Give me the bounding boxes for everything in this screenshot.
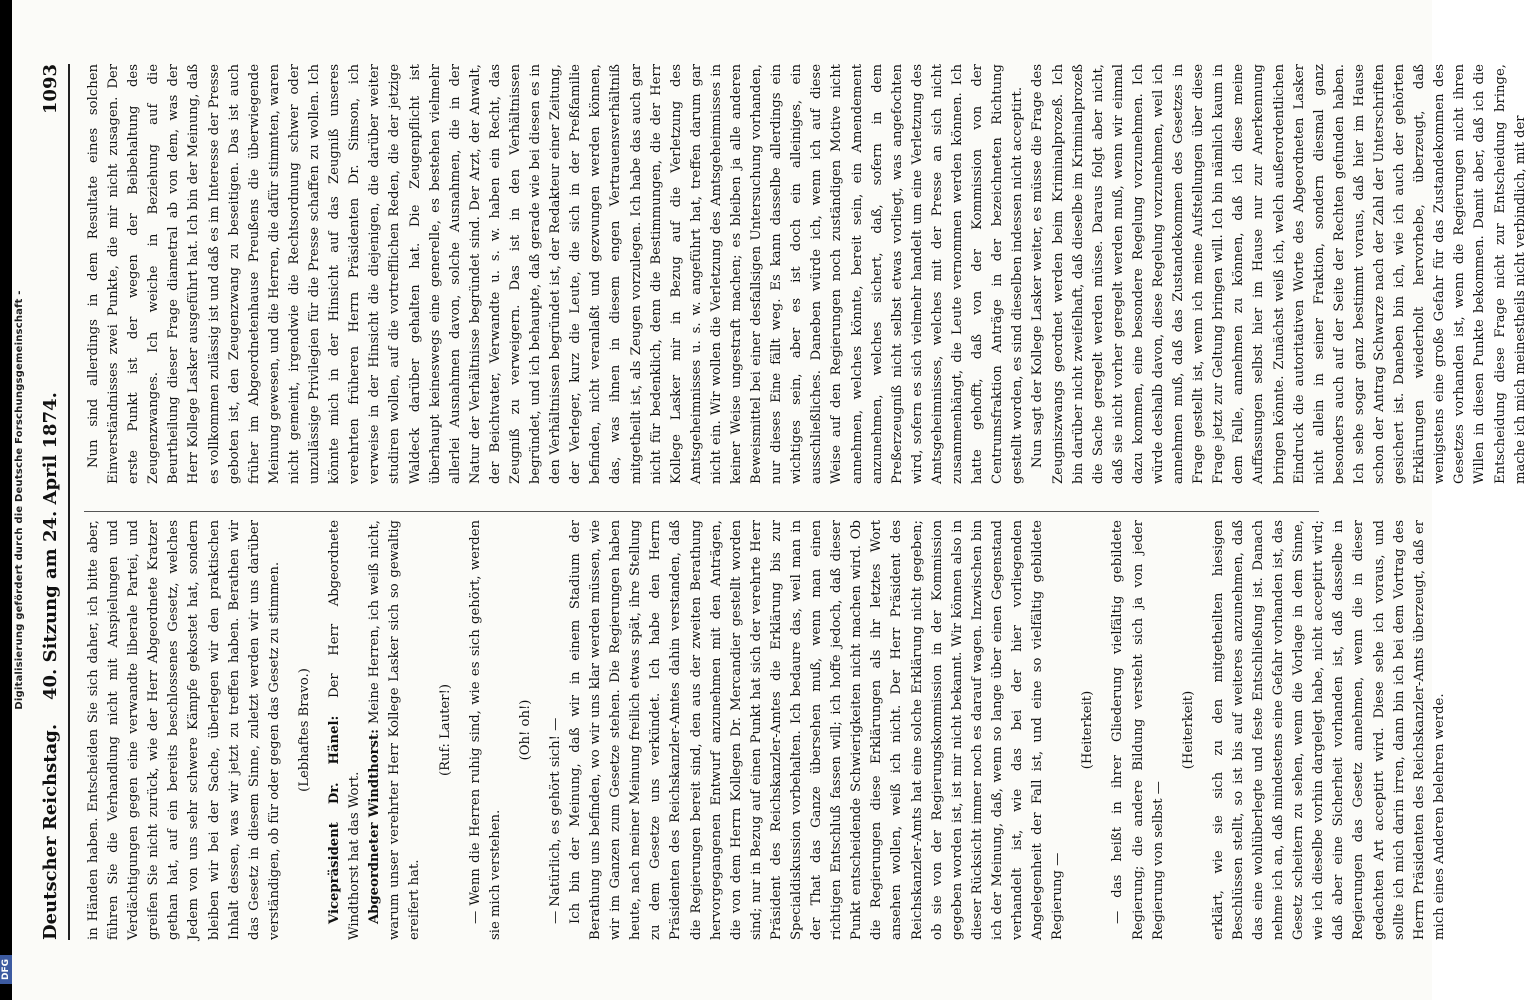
stage-direction: (Ruf: Lauter!) bbox=[437, 683, 453, 777]
paragraph: — das heißt in ihrer Gliederung vielfältig gebildete Regierung; die andere Bildung versteht sich ja von jeder Regierung von selbst — bbox=[1110, 520, 1166, 940]
paragraph: in Händen haben. Entscheiden Sie sich daher, ich bitte aber, führen Sie die Verhandlung nicht mit Anspielungen und Verdächtigungen gegen eine verwandte liberale Partei, und greifen Sie nicht zurück, wie der Herr Abgeordnete Kratzer gethan hat, auf ein bereits beschlossenes Gesetz, welches Jedem von uns sehr schwere Kämpfe gekostet hat, sondern bleiben wir bei der Sache, überlegen wir den praktischen Inhalt dessen, was wir jetzt zu treffen haben. Berathen wir das Gesetz in diesem Sinne, zuletzt werden wir uns darüber verständigen, ob für oder gegen das Gesetz zu stimmen. bbox=[86, 520, 282, 940]
speech-text: Der Herr Abgeordnete Windthorst hat das Wort. bbox=[327, 520, 363, 940]
paragraph: Nun sind allerdings in dem Resultate eines solchen Einverständnisses zwei Punkte, die mir nicht zusagen. Der erste Punkt ist der wegen der Beibehaltung des Zeugenzwanges. Ich weiche in Beziehung auf die Beurtheilung dieser Frage diametral ab von dem, was der Herr Kollege Lasker ausgeführt hat. Ich bin der Meinung, daß es vollkommen zulässig ist und daß es im Interesse der Presse geboten ist, den Zeugenzwang zu beseitigen. Das ist auch früher im Abgeordnetenhause Preußens die überwiegende Meinung gewesen, und die Herren, die dafür stimmten, waren nicht gemeint, irgendwie die Rechtsordnung schwer oder unzulässige Privilegien für die Presse schaffen zu wollen. Ich könnte mich in der Hinsicht auf das Zeugniß unseres verehrten früheren Herrn Präsidenten Dr. Simson, ich verweise in der Hinsicht die diejenigen, die darüber weiter studiren wollen, auf die vortrefflichen Reden, die der jetzige Waldeck darüber gehalten hat. Die Zeugenpflicht ist überhaupt keineswegs eine generelle, es bestehen vielmehr allerlei Ausnahmen davon, solche Ausnahmen, die in der Natur der Verhältnisse begründet sind. Der Arzt, der Anwalt, der Beichtvater, Verwandte u. s. w. haben ein Recht, das Zeugniß zu verweigern. Das ist in den Verhältnissen begründet, und ich behaupte, daß gerade wie bei diesen es in den Verhältnissen begründet ist, der Redakteur einer Zeitung, der Verleger, kurz die Leute, die sich in der Preßfamilie befinden, nicht veranlaßt und gezwungen werden können, das, was ihnen in diesem engen Vertrauensverhältniß mitgetheilt ist, als Zeugen vorzulegen. Ich habe das auch gar nicht für bedenklich, denn die Bestimmungen, die der Herr Kollege Lasker mir in Bezug auf die Verletzung des Amtsgeheimnisses u. s. w. angeführt hat, treffen darum gar nicht ein. Wir wollen die Verletzung des Amtsgeheimnisses in keiner Weise ungestraft machen; es bleiben ja alle anderen Beweismittel bei einer desfallsigen Untersuchung vorhanden, nur dieses Eine fällt weg. Es kann dasselbe allerdings ein wichtiges sein, aber es ist doch ein alleiniges, ein ausschließliches. Daneben würde ich, wenn ich auf diese Weise auf den Regierungen noch zuständigen Motive nicht annehmen, welches könnte, bereit sein, ein Amendement anzunehmen, welches sichert, daß, sofern in dem Preßerzeugniß nicht selbst etwas vorliegt, was angefochten wird, sofern es sich vielmehr handelt um eine Verletzung des Amtsgeheimnisses, welches mit der Presse an sich nicht zusammenhängt, die Leute vernommen werden können. Ich hatte gehofft, daß von der Kommission von der Centrumsfraktion Anträge in der bezeichneten Richtung gestellt worden, es sind dieselben indessen nicht acceptirt. bbox=[86, 64, 1026, 484]
paragraph: erklärt, wie sie sich zu den mitgetheilten hiesigen Beschlüssen stellt, so ist bis auf weiteres anzunehmen, daß das eine wohlüberlegte und feste Entschließung ist. Danach nehme ich an, daß mindestens eine Gefahr vorhanden ist, das Gesetz scheitern zu sehen, wenn die Vorlage in dem Sinne, wie ich dieselbe vorhin dargelegt habe, nicht acceptirt wird; daß aber eine Sicherheit vorhanden ist, daß dasselbe in Regierungen das Gesetz annehmen, wenn die in dieser gedachten Art acceptirt wird. Diese sehe ich voraus, und sollte ich mich darin irren, dann bin ich bei dem Vortrag des Herrn Präsidenten des Reichskanzler-Amts überzeugt, daß er mich eines Anderen belehren werde. bbox=[1210, 520, 1447, 940]
session-title: 40. Sitzung am 24. April 1874. bbox=[40, 392, 61, 700]
digitization-credit: Digitalisierung gefördert durch die Deutsche Forschungsgemeinschaft - bbox=[14, 290, 25, 710]
column-divider bbox=[84, 511, 1319, 512]
stage-direction: (Heiterkeit) bbox=[1080, 690, 1096, 770]
paragraph: Ich bin der Meinung, daß wir in einem Stadium der Berathung uns befinden, wo wir uns klar werden müssen, wie wir im Ganzen zum Gesetze stehen. Die Regierungen haben heute, nach meiner Meinung freilich etwas spät, ihre Stellung zu dem Gesetze uns verkündet. Ich habe den Herrn Präsidenten des Reichskanzler-Amtes dahin verstanden, daß die Regierungen bereit sind, den aus der zweiten Berathung hervorgegangenen Entwurf anzunehmen mit den Anträgen, die von dem Herrn Kollegen Dr. Mercandier gestellt worden sind; nur in Bezug auf einen Punkt hat sich der verehrte Herr Präsident des Reichskanzler-Amtes die Erklärung bis zur Specialdiskussion vorbehalten. Ich bedaure das, weil man in der That das Ganze übersehen muß, wenn man einen richtigen Entschluß fassen will; ich hoffe jedoch, daß dieser Punkt entscheidende Schwierigkeiten nicht machen wird. Ob die Regierungen diese Erklärungen als ihr letztes Wort ansehen wollen, weiß ich nicht. Der Herr Präsident des Reichskanzler-Amts hat eine solche Erklärung nicht gegeben; ob sie von der Regierungskommission in der Kommission gegeben worden ist, ist mir nicht bekannt. Wir können also in dieser Rücksicht immer noch es darauf wagen. Inzwischen bin ich der Meinung, daß, wenn so lange über einen Gegenstand verhandelt ist, wie das bei der hier vorliegenden Angelegenheit der Fall ist, und eine so vielfältig gebildete Regierung — bbox=[567, 520, 1066, 940]
paragraph: Nun sagt der Kollege Lasker weiter, es müsse die Frage des Zeugniszwangs geordnet werden beim Kriminalprozeß. Ich bin darüber nicht zweifelhaft, daß dieselbe im Kriminalprozeß die Sache geregelt werden müsse. Daraus folgt aber nicht, daß sie nicht vorher geregelt werden muß, wenn wir einmal dazu kommen, eine besondere Regelung vorzunehmen. Ich würde deshalb davon, diese Regelung vorzunehmen, weil ich annehmen muß, daß das Zustandekommen des Gesetzes in Frage gestellt ist, wenn ich meine Aufstellungen über diese Frage jetzt zur Geltung bringen will. Ich bin nämlich kaum in dem Falle, annehmen zu können, daß ich diese meine Auffassungen selbst hier im Hause nur zur Anerkennung bringen könnte. Zunächst weiß ich, welch außerordentlichen Eindruck die autoritativen Worte des Abgeordneten Lasker nicht allein in seiner Fraktion, sondern diesmal ganz besonders auch auf der Seite der Rechten gefunden haben. Ich sehe sogar ganz bestimmt voraus, daß hier im Hause schon der Antrag Schwarze nach der Zahl der Unterschriften gesichert ist. Daneben bin ich, wie ich auch der gehörten Erklärungen wiederholt hervorhebe, überzeugt, daß wenigstens eine große Gefahr für das Zustandekommen des Gesetzes vorhanden ist, wenn die Regierungen nicht ihren Willen in diesen Punkte bekommen. Damit aber, daß ich die Entscheidung diese Frage nicht zur Entscheidung bringe, mache ich mich meinestheils nicht verbindlich, mit der bbox=[1030, 64, 1528, 484]
paragraph: — Natürlich, es gehört sich! — bbox=[547, 717, 563, 924]
paragraph: — Wenn die Herren ruhig sind, wie es sich gehört, werden sie mich verstehen. bbox=[467, 520, 503, 940]
header-rule bbox=[68, 64, 70, 940]
text-column-left bbox=[84, 519, 1447, 940]
speaker-name: Abgeordneter Windthorst: bbox=[367, 729, 383, 924]
publication-title: Deutscher Reichstag. bbox=[40, 723, 61, 940]
dfg-logo: DFG bbox=[0, 955, 12, 984]
text-column-right bbox=[84, 64, 1528, 484]
speaker-name: Vicepräsident Dr. Hänel: bbox=[327, 715, 343, 924]
page-number: 1093 bbox=[40, 64, 61, 115]
speaker-paragraph bbox=[325, 520, 365, 940]
stage-direction: (Oh! oh!) bbox=[517, 699, 533, 761]
speaker-paragraph bbox=[365, 520, 425, 940]
stage-direction: (Lebhaftes Bravo.) bbox=[296, 668, 312, 792]
stage-direction: (Heiterkeit) bbox=[1180, 690, 1196, 770]
running-header bbox=[40, 64, 72, 940]
speech-text: Meine Herren, ich weiß nicht, warum unser verehrter Herr Kollege Lasker sich so gewaltig ereifert hat. bbox=[367, 519, 423, 940]
scanner-band bbox=[0, 0, 12, 1000]
